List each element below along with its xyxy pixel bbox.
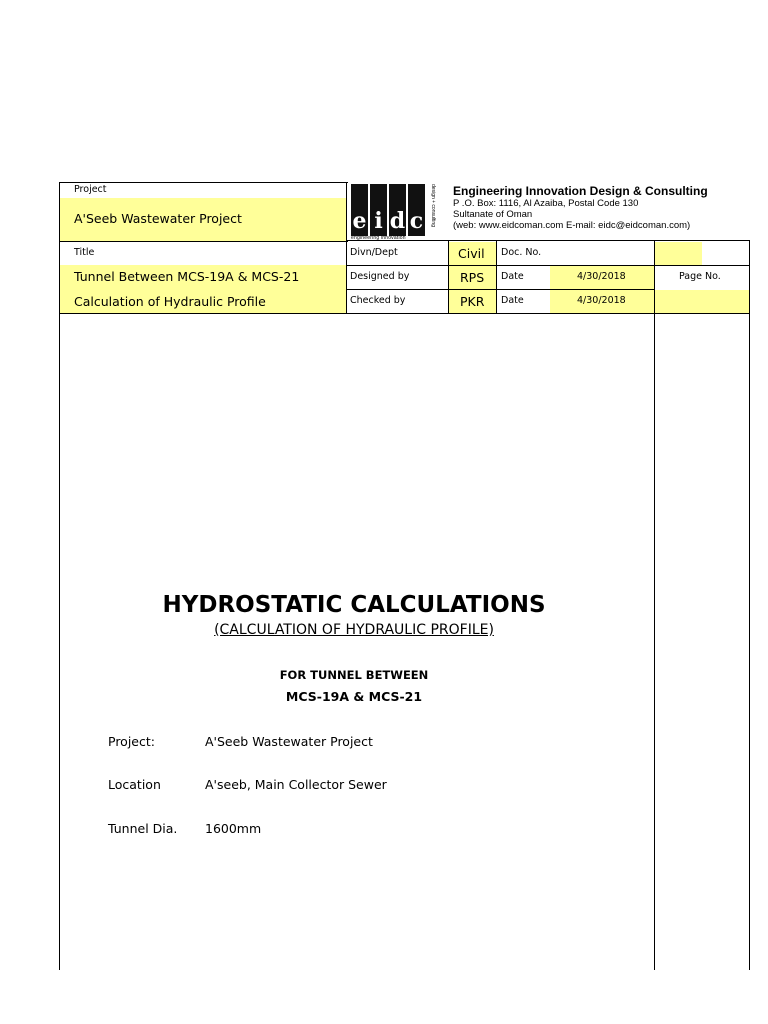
designed-label: Designed by [350,271,410,282]
border-mid [346,182,347,313]
docno-value-cell [655,242,702,265]
divn-label: Divn/Dept [350,247,398,258]
detail-project-label: Project: [108,734,155,749]
border-page-col [654,241,655,970]
designed-value: RPS [460,270,485,285]
checked-value: PKR [460,294,485,309]
main-title: HYDROSTATIC CALCULATIONS [162,592,546,618]
company-name: Engineering Innovation Design & Consulting [453,184,708,198]
detail-project-value: A'Seeb Wastewater Project [205,734,373,749]
border-header-bottom-right [347,240,750,241]
border-project-bottom [59,241,348,242]
company-contact: (web: www.eidcoman.com E-mail: eidc@eidcoman.com) [453,220,691,231]
project-label: Project [74,184,107,195]
border-header-bottom [59,313,750,314]
border-label2 [496,241,497,313]
docno-label: Doc. No. [501,247,542,258]
border-left [59,182,60,970]
detail-dia-label: Tunnel Dia. [108,821,178,836]
page-value-cell [655,290,749,313]
date-label-1: Date [501,271,524,282]
detail-location-label: Location [108,777,161,792]
company-country: Sultanate of Oman [453,209,533,220]
divn-value: Civil [458,246,485,261]
logo-letter-i: i [374,208,383,234]
subtitle: (CALCULATION OF HYDRAULIC PROFILE) [214,622,494,638]
checked-label: Checked by [350,295,406,306]
detail-dia-value: 1600mm [205,821,262,836]
date-label-2: Date [501,295,524,306]
date-value-2: 4/30/2018 [577,295,626,306]
border-row2-bottom [347,289,655,290]
title-line1: Tunnel Between MCS-19A & MCS-21 [74,269,300,284]
logo-letter-d: d [389,208,406,234]
title-label: Title [74,247,95,258]
logo-letter-e: e [352,208,367,234]
logo-letter-c: c [409,208,424,234]
border-divn [448,241,449,313]
logo-tagline: engineering innovation [351,235,406,241]
logo-side-text: design + consulting [430,184,436,227]
page-label: Page No. [679,271,721,282]
detail-location-value: A'seeb, Main Collector Sewer [205,777,387,792]
date-value-1: 4/30/2018 [577,271,626,282]
company-logo [351,184,427,240]
title-line2: Calculation of Hydraulic Profile [74,294,266,309]
for-line-1: FOR TUNNEL BETWEEN [279,668,429,682]
border-top-left [59,182,348,183]
for-line-2: MCS-19A & MCS-21 [285,689,423,704]
project-value: A'Seeb Wastewater Project [74,211,242,226]
border-right [749,241,750,970]
company-address: P .O. Box: 1116, Al Azaiba, Postal Code 130 [453,198,639,209]
border-row1-bottom [347,265,750,266]
